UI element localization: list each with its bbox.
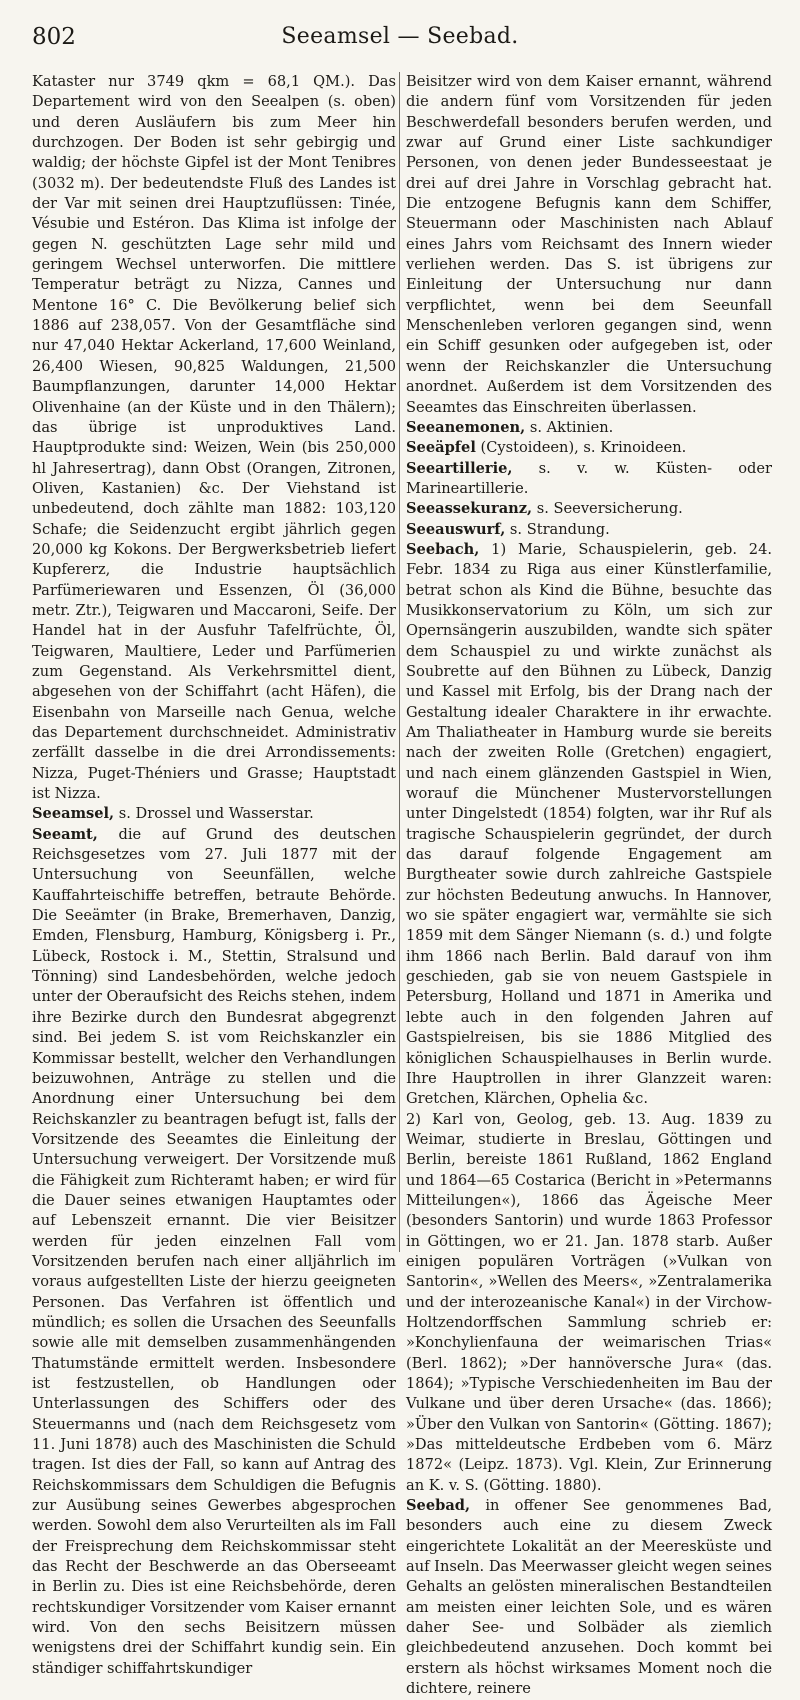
column-divider (399, 72, 400, 1252)
entry-paragraph (406, 438, 772, 458)
entry-paragraph (32, 72, 396, 804)
entry-text: 1) Marie, Schauspielerin, geb. 24. Febr. 1834 zu Riga aus einer Künstlerfamilie, betrat schon als Kind die Bühne, besuchte das Musikkonservatorium zu Köln, um sich zur Opernsängerin auszubilden, wandte sich später dem Schauspiel zu und wirkte zunächst als Soubrette auf den Bühnen zu Lübeck, Danzig und Kassel mit Erfolg, bis der Drang nach der Gestaltung idealer Charaktere in ihr erwachte. Am Thaliatheater in Hamburg wurde sie bereits nach der zweiten Rolle (Gretchen) engagiert, und nach einem glänzenden Gastspiel in Wien, worauf die Münchener Mustervorstellungen unter Dingelstedt (1854) folgten, war ihr Ruf als tragische Schauspielerin gegründet, der durch das darauf folgende Engagement am Burgtheater sowie durch zahlreiche Gastspiele zur höchsten Bedeutung anwuchs. In Hannover, wo sie später engagiert war, vermählte sie sich 1859 mit dem Sänger Niemann (s. d.) und folgte ihm 1866 nach Berlin. Bald darauf von ihm geschieden, gab sie von neuem Gastspiele in Petersburg, Holland und 1871 in Amerika und lebte auch in den folgenden Jahren auf Gastspielreisen, bis sie 1886 Mitglied des königlichen Schauspielhauses in Berlin wurde. Ihre Hauptrollen in ihrer Glanzzeit waren: Gretchen, Klärchen, Ophelia &c. 2) Karl von, Geolog, geb. 13. Aug. 1839 zu Weimar, studierte in Breslau, Göttingen und Berlin, bereiste 1861 Rußland, 1862 England und 1864—65 Costarica (Bericht in »Petermanns Mitteilungen«), 1866 das Ägeische Meer (besonders Santorin) und wurde 1863 Professor in Göttingen, wo er 21. Jan. 1878 starb. Außer einigen populären Vorträgen (»Vulkan von Santorin«, »Wellen des Meers«, »Zentralamerika und der interozeanische Kanal«) in der Virchow-Holtzendorffschen Sammlung schrieb er: »Konchylienfauna der weimarischen Trias« (Berl. 1862); »Der hannöversche Jura« (das. 1864); »Typische Verschiedenheiten im Bau der Vulkane und über deren Ursache« (das. 1866); »Über den Vulkan von Santorin« (Götting. 1867); »Das mitteldeutsche Erdbeben vom 6. März 1872« (Leipz. 1873). Vgl. Klein, Zur Erinnerung an K. v. S. (Götting. 1880). (406, 540, 772, 1494)
entry-text: s. Aktinien. (525, 418, 614, 436)
entry-paragraph (406, 418, 772, 438)
entry-headword: Seebad, (406, 1497, 471, 1515)
entry-paragraph (32, 825, 396, 1679)
entry-paragraph (32, 804, 396, 824)
entry-text: in offener See genommenes Bad, besonders auch eine zu diesem Zweck eingerichtete Lokalität an der Meeresküste und auf Inseln. Das Meerwasser gleicht wegen seines Gehalts an gelösten mineralischen Bestandteilen am meisten einer leichten Sole, und es wären daher See- und Solbäder als ziemlich gleichbedeutend anzusehen. Doch kommt bei erstern als höchst wirksames Moment noch die dichtere, reinere (406, 1497, 772, 1698)
entry-text: Kataster nur 3749 qkm = 68,1 QM.). Das Departement wird von den Seealpen (s. oben) und deren Ausläufern bis zum Meer hin durchzogen. Der Boden ist sehr gebirgig und waldig; der höchste Gipfel ist der Mont Tenibres (3032 m). Der bedeutendste Fluß des Landes ist der Var mit seinen drei Hauptzuflüssen: Tinée, Vésubie und Estéron. Das Klima ist infolge der gegen N. geschützten Lage sehr mild und geringem Wechsel unterworfen. Die mittlere Temperatur beträgt zu Nizza, Cannes und Mentone 16° C. Die Bevölkerung belief sich 1886 auf 238,057. Von der Gesamtfläche sind nur 47,040 Hektar Ackerland, 17,600 Weinland, 26,400 Wiesen, 90,825 Waldungen, 21,500 Baumpflanzungen, darunter 14,000 Hektar Olivenhaine (an der Küste und in den Thälern); das übrige ist unproduktives Land. Hauptprodukte sind: Weizen, Wein (bis 250,000 hl Jahresertrag), dann Obst (Orangen, Zitronen, Oliven, Kastanien) &c. Der Viehstand ist unbedeutend, doch zählte man 1882: 103,120 Schafe; die Seidenzucht ergibt jährlich gegen 20,000 kg Kokons. Der Bergwerksbetrieb liefert Kupfererz, die Industrie hauptsächlich Parfümeriewaren und Essenzen, Öl (36,000 metr. Ztr.), Teigwaren und Maccaroni, Seife. Der Handel hat in der Ausfuhr Tafelfrüchte, Öl, Teigwaren, Maultiere, Leder und Parfümerien zum Gegenstand. Als Verkehrsmittel dient, abgesehen von der Schiffahrt (acht Häfen), die Eisenbahn von Marseille nach Genua, welche das Departement durchschneidet. Administrativ zerfällt dasselbe in die drei Arrondissements: Nizza, Puget-Théniers und Grasse; Hauptstadt ist Nizza. (32, 73, 396, 803)
entry-text: s. Seeversicherung. (532, 500, 683, 518)
entry-paragraph (406, 1496, 772, 1699)
page-number: 802 (32, 24, 76, 50)
entry-text: s. Drossel und Wasserstar. (114, 805, 314, 823)
entry-text: die auf Grund des deutschen Reichsgesetzes vom 27. Juli 1877 mit der Untersuchung von Seeunfällen, welche Kauffahrteischiffe betreffen, betraute Behörde. Die Seeämter (in Brake, Bremerhaven, Danzig, Emden, Flensburg, Hamburg, Königsberg i. Pr., Lübeck, Rostock i. M., Stettin, Stralsund und Tönning) sind Landesbehörden, welche jedoch unter der Oberaufsicht des Reichs stehen, indem ihre Bezirke durch den Bundesrat abgegrenzt sind. Bei jedem S. ist vom Reichskanzler ein Kommissar bestellt, welcher den Verhandlungen beizuwohnen, Anträge zu stellen und die Anordnung einer Untersuchung bei dem Reichskanzler zu beantragen befugt ist, falls der Vorsitzende des Seeamtes die Einleitung der Untersuchung verweigert. Der Vorsitzende muß die Fähigkeit zum Richteramt haben; er wird für die Dauer seines etwanigen Hauptamtes oder auf Lebenszeit ernannt. Die vier Beisitzer werden für jeden einzelnen Fall vom Vorsitzenden berufen nach einer alljährlich im voraus aufgestellten Liste der hierzu geeigneten Personen. Das Verfahren ist öffentlich und mündlich; es sollen die Ursachen des Seeunfalls sowie alle mit demselben zusammenhängenden Thatumstände ermittelt werden. Insbesondere ist festzustellen, ob Handlungen oder Unterlassungen des Schiffers oder des Steuermanns und (nach dem Reichsgesetz vom 11. Juni 1878) auch des Maschinisten die Schuld tragen. Ist dies der Fall, so kann auf Antrag des Reichskommissars dem Schuldigen die Befugnis zur Ausübung seines Gewerbes abgesprochen werden. Sowohl dem also Verurteilten als im Fall der Freisprechung dem Reichskommissar steht das Recht der Beschwerde an das Oberseeamt in Berlin zu. Dies ist eine Reichsbehörde, deren rechtskundiger Vorsitzender vom Kaiser ernannt wird. Von den sechs Beisitzern müssen wenigstens drei der Schiffahrt kundig sein. Ein ständiger schiffahrtskundiger (32, 825, 396, 1677)
entry-paragraph (406, 520, 772, 540)
right-column (406, 72, 772, 1698)
running-head: Seeamsel — Seebad. (281, 24, 519, 49)
entry-headword: Seeamsel, (32, 805, 115, 823)
entry-paragraph (406, 499, 772, 519)
entry-paragraph (406, 540, 772, 1496)
left-column (32, 72, 396, 1677)
entry-text: Beisitzer wird von dem Kaiser ernannt, während die andern fünf vom Vorsitzenden für jeden Beschwerdefall besonders berufen werden, und zwar auf Grund einer Liste sachkundiger Personen, von denen jeder Bundesseestaat je drei auf drei Jahre in Vorschlag gebracht hat. Die entzogene Befugnis kann dem Schiffer, Steuermann oder Maschinisten nach Ablauf eines Jahrs vom Reichsamt des Innern wieder verliehen werden. Das S. ist übrigens zur Einleitung der Untersuchung nur dann verpflichtet, wenn bei dem Seeunfall Menschenleben verloren gegangen sind, wenn ein Schiff gesunken oder aufgegeben ist, oder wenn der Reichskanzler die Untersuchung anordnet. Außerdem ist dem Vorsitzenden des Seeamtes das Einschreiten überlassen. (406, 73, 772, 416)
entry-headword: Seeamt, (32, 825, 98, 843)
entry-headword: Seeäpfel (406, 439, 476, 457)
entry-text: (Cystoideen), s. Krinoideen. (475, 439, 687, 457)
entry-headword: Seeauswurf, (406, 520, 506, 538)
entry-paragraph (406, 459, 772, 500)
entry-text: s. Strandung. (505, 520, 610, 538)
entry-headword: Seeartillerie, (406, 459, 513, 477)
entry-paragraph (406, 72, 772, 418)
entry-headword: Seeassekuranz, (406, 500, 533, 518)
entry-text: s. v. w. Küsten- oder Marineartillerie. (406, 459, 772, 497)
page-header (32, 24, 768, 64)
entry-headword: Seebach, (406, 540, 480, 558)
entry-headword: Seeanemonen, (406, 418, 526, 436)
